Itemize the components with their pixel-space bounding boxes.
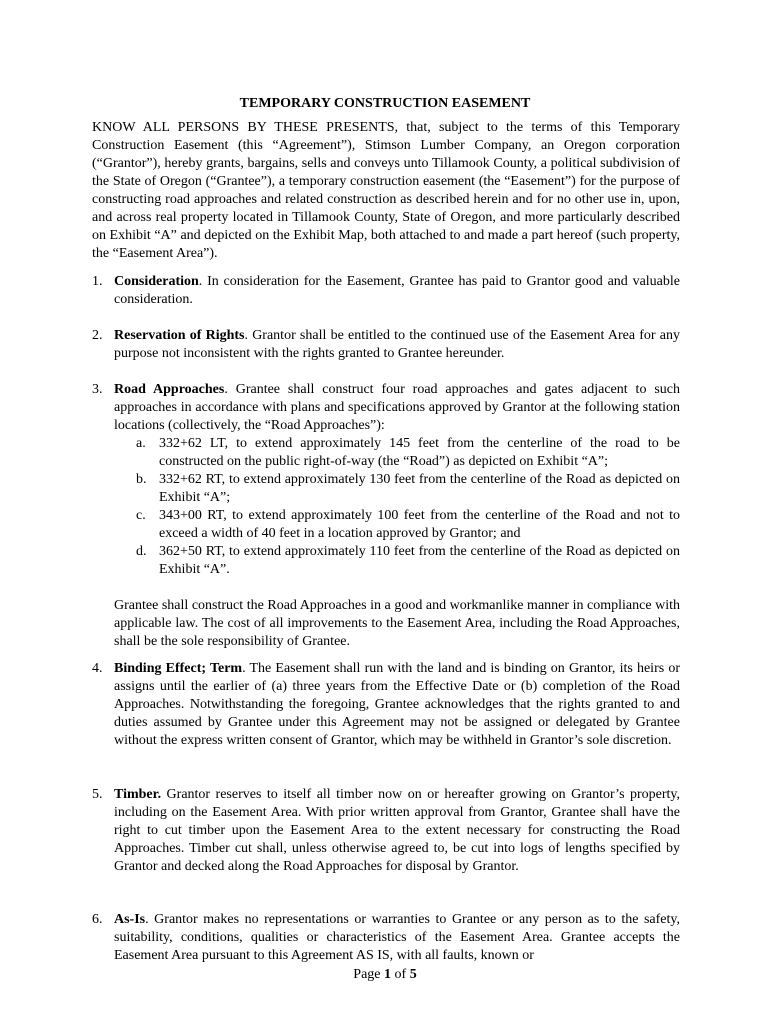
section-consideration [92,273,680,309]
section-body [114,911,680,965]
section-number: 4. [92,661,103,676]
section-text: . Grantor shall be entitled to the continued use of the Easement Area for any purpose not inconsistent with the rights granted to Grantee hereunder. [114,328,680,361]
section-lead [114,381,680,435]
intro-paragraph: KNOW ALL PERSONS BY THESE PRESENTS, that, subject to the terms of this Temporary Construction Easement (this “Agreement”), Stimson Lumber Company, an Oregon corporation (“Grantor”), hereby grants, bargains, sells and conveys unto Tillamook County, a political subdivision of the State of Oregon (“Grantee”), a temporary construction easement (the “Easement”) for the purpose of constructing road approaches and related construction as described herein and for no other use in, upon, and across real property located in Tillamook County, State of Oregon, and more particularly described on Exhibit “A” and depicted on the Exhibit Map, both attached to and made a part hereof (such property, the “Easement Area”). [92,120,680,261]
section-body [114,660,680,750]
station-list [114,435,680,579]
section-timber [92,786,680,876]
section-binding-effect-term [92,660,680,750]
section-number: 6. [92,912,103,927]
section-heading: Road Approaches [114,382,225,397]
section-heading: As-Is [114,912,146,927]
section-number: 2. [92,328,103,343]
section-heading: Binding Effect; Term [114,661,243,676]
section-body [114,786,680,876]
page-total: 5 [409,967,417,982]
sub-text: 362+50 RT, to extend approximately 110 feet from the centerline of the Road as depicted on Exhibit “A”. [159,544,680,577]
section-text: . In consideration for the Easement, Grantee has paid to Grantor good and valuable consideration. [114,274,680,307]
station-item [114,507,680,543]
document-title: TEMPORARY CONSTRUCTION EASEMENT [239,96,531,111]
section-text: . Grantee shall construct four road approaches and gates adjacent to such approaches in accordance with plans and specifications approved by Grantor at the following station locations (collectively, the “Road Approaches”): [114,382,680,433]
section-road-approaches [92,381,680,651]
sub-letter: d. [136,544,147,559]
page-number: 1 [384,967,392,982]
section-number: 3. [92,382,103,397]
page-of-label: of [391,967,410,982]
section-number: 1. [92,274,103,289]
sub-text: 343+00 RT, to extend approximately 100 feet from the centerline of the Road and not to exceed a width of 40 feet in a location approved by Grantor; and [159,508,680,541]
section-body [114,381,680,651]
section-number: 5. [92,787,103,802]
page-footer [0,966,770,984]
section-heading: Consideration [114,274,199,289]
sub-text: 332+62 RT, to extend approximately 130 feet from the centerline of the Road as depicted on Exhibit “A”; [159,472,680,505]
section-body [114,273,680,309]
section-text: Grantor reserves to itself all timber now on or hereafter growing on Grantor’s property, including on the Easement Area. With prior written approval from Grantor, Grantee shall have the right to cut timber upon the Easement Area to the extent necessary for constructing the Road Approaches. Timber cut shall, unless otherwise agreed to, be cut into logs of lengths specified by Grantor and decked along the Road Approaches for disposal by Grantor. [114,787,680,874]
station-item [114,471,680,507]
section-as-is [92,911,680,965]
station-item [114,543,680,579]
section-text: . The Easement shall run with the land and is binding on Grantor, its heirs or assigns until the earlier of (a) three years from the Effective Date or (b) completion of the Road Approaches. Notwithstanding the foregoing, Grantee acknowledges that the rights granted to and duties assumed by Grantee under this Agreement may not be assigned or delegated by Grantee without the express written consent of Grantor, which may be withheld in Grantor’s sole discretion. [114,661,680,748]
sub-letter: b. [136,472,147,487]
section-body [114,327,680,363]
section-heading: Timber. [114,787,162,802]
sub-letter: a. [136,436,146,451]
section-text: . Grantor makes no representations or warranties to Grantee or any person as to the safety, suitability, conditions, qualities or characteristics of the Easement Area. Grantee accepts the Easement Area pursuant to this Agreement AS IS, with all faults, known or [114,912,680,963]
section-reservation-of-rights [92,327,680,363]
sub-text: 332+62 LT, to extend approximately 145 feet from the centerline of the road to be constructed on the public right-of-way (the “Road”) as depicted on Exhibit “A”; [159,436,680,469]
sub-letter: c. [136,508,146,523]
section-heading: Reservation of Rights [114,328,245,343]
page-label: Page [353,967,385,982]
section-closing-paragraph: Grantee shall construct the Road Approaches in a good and workmanlike manner in compliance with applicable law. The cost of all improvements to the Easement Area, including the Road Approaches, shall be the sole responsibility of Grantee. [114,598,680,649]
station-item [114,435,680,471]
